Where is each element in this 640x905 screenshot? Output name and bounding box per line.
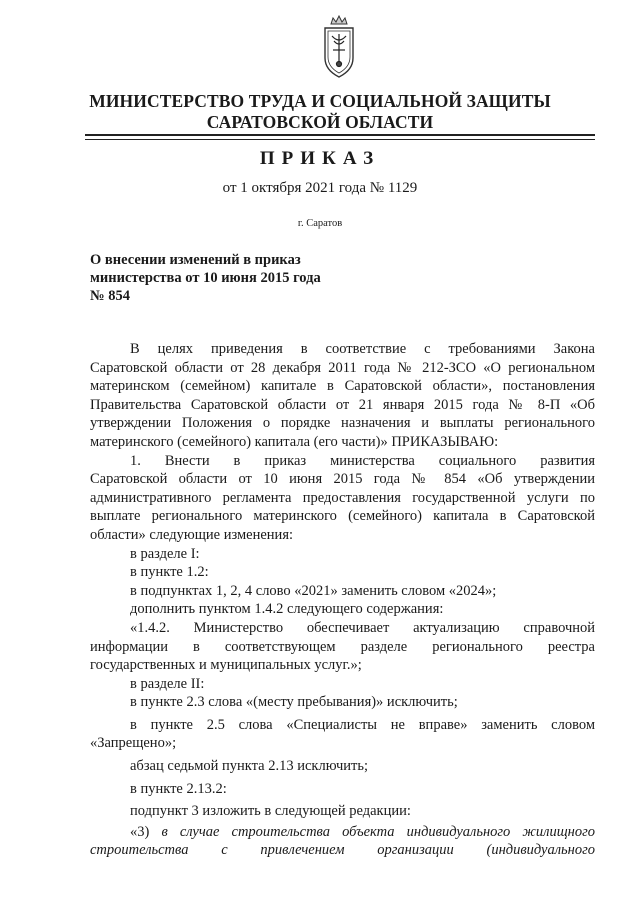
subject-line: министерства от 10 июня 2015 года <box>90 270 321 286</box>
ministry-name-line2: САРАТОВСКОЙ ОБЛАСТИ <box>206 112 434 132</box>
order-city: г. Саратов <box>297 218 343 229</box>
body-line: в пункте 1.2: <box>130 564 209 581</box>
body-line: материнском (семейном) капитале в Саратовской области», постановления <box>90 378 595 395</box>
body-line: В целях приведения в соответствие с требованиями Закона <box>130 341 595 357</box>
body-line: в разделе I: <box>130 545 200 562</box>
body-line: утверждении Положения о порядке назначения и выплаты регионального <box>90 415 595 432</box>
body-line: области» следующие изменения: <box>90 526 294 543</box>
body-line: в подпунктах 1, 2, 4 слово «2021» заменить словом «2024»; <box>130 582 497 599</box>
subclause-text: в случае строительства объекта индивидуального жилищного <box>161 823 595 840</box>
body-line: материнского (семейного) капитала (его части)» ПРИКАЗЫВАЮ: <box>90 433 499 450</box>
ministry-name-line1: МИНИСТЕРСТВО ТРУДА И СОЦИАЛЬНОЙ ЗАЩИТЫ <box>89 91 551 111</box>
body-line: выплате регионального материнского (семейного) капитала в Саратовской <box>90 508 595 525</box>
coat-of-arms-icon <box>322 14 356 80</box>
body-line: административного регламента предоставления государственной услуги по <box>90 489 595 506</box>
subject-line: № 854 <box>90 288 130 304</box>
body-line: 1. Внести в приказ министерства социального развития <box>130 452 595 469</box>
body-line: государственных и муниципальных услуг.»; <box>90 657 362 674</box>
body-line: в пункте 2.5 слова «Специалисты не вправе» заменить словом <box>130 716 595 733</box>
body-line: информации в соответствующем разделе регионального реестра <box>90 638 595 655</box>
body-line: Правительства Саратовской области от 21 января 2015 года № 8-П «Об <box>90 396 595 413</box>
body-line: дополнить пунктом 1.4.2 следующего содержания: <box>130 601 444 618</box>
body-line: «Запрещено»; <box>90 735 177 752</box>
header-rule-thick <box>85 134 595 136</box>
subject-line: О внесении изменений в приказ <box>90 252 301 268</box>
order-subject <box>90 251 390 305</box>
header-rule-thin <box>85 139 595 140</box>
body-line: Саратовской области от 28 декабря 2011 года № 212-ЗСО «О региональном <box>90 359 595 376</box>
subclause-number: «3) <box>130 823 150 840</box>
body-line-subclause <box>90 823 595 842</box>
body-line: абзац седьмой пункта 2.13 исключить; <box>130 758 369 775</box>
body-line: в пункте 2.13.2: <box>130 780 227 797</box>
order-date-number: от 1 октября 2021 года № 1129 <box>222 180 418 196</box>
body-line: строительства с привлечением организации (индивидуального <box>90 842 595 859</box>
order-body <box>90 340 595 860</box>
body-line: подпункт 3 изложить в следующей редакции: <box>130 803 411 820</box>
body-line: «1.4.2. Министерство обеспечивает актуализацию справочной <box>130 619 595 636</box>
body-line: Саратовской области от 10 июня 2015 года № 854 «Об утверждении <box>90 471 595 488</box>
body-line: в пункте 2.3 слова «(месту пребывания)» исключить; <box>130 694 458 711</box>
order-title: ПРИКАЗ <box>259 148 381 169</box>
body-line: в разделе II: <box>130 675 205 692</box>
